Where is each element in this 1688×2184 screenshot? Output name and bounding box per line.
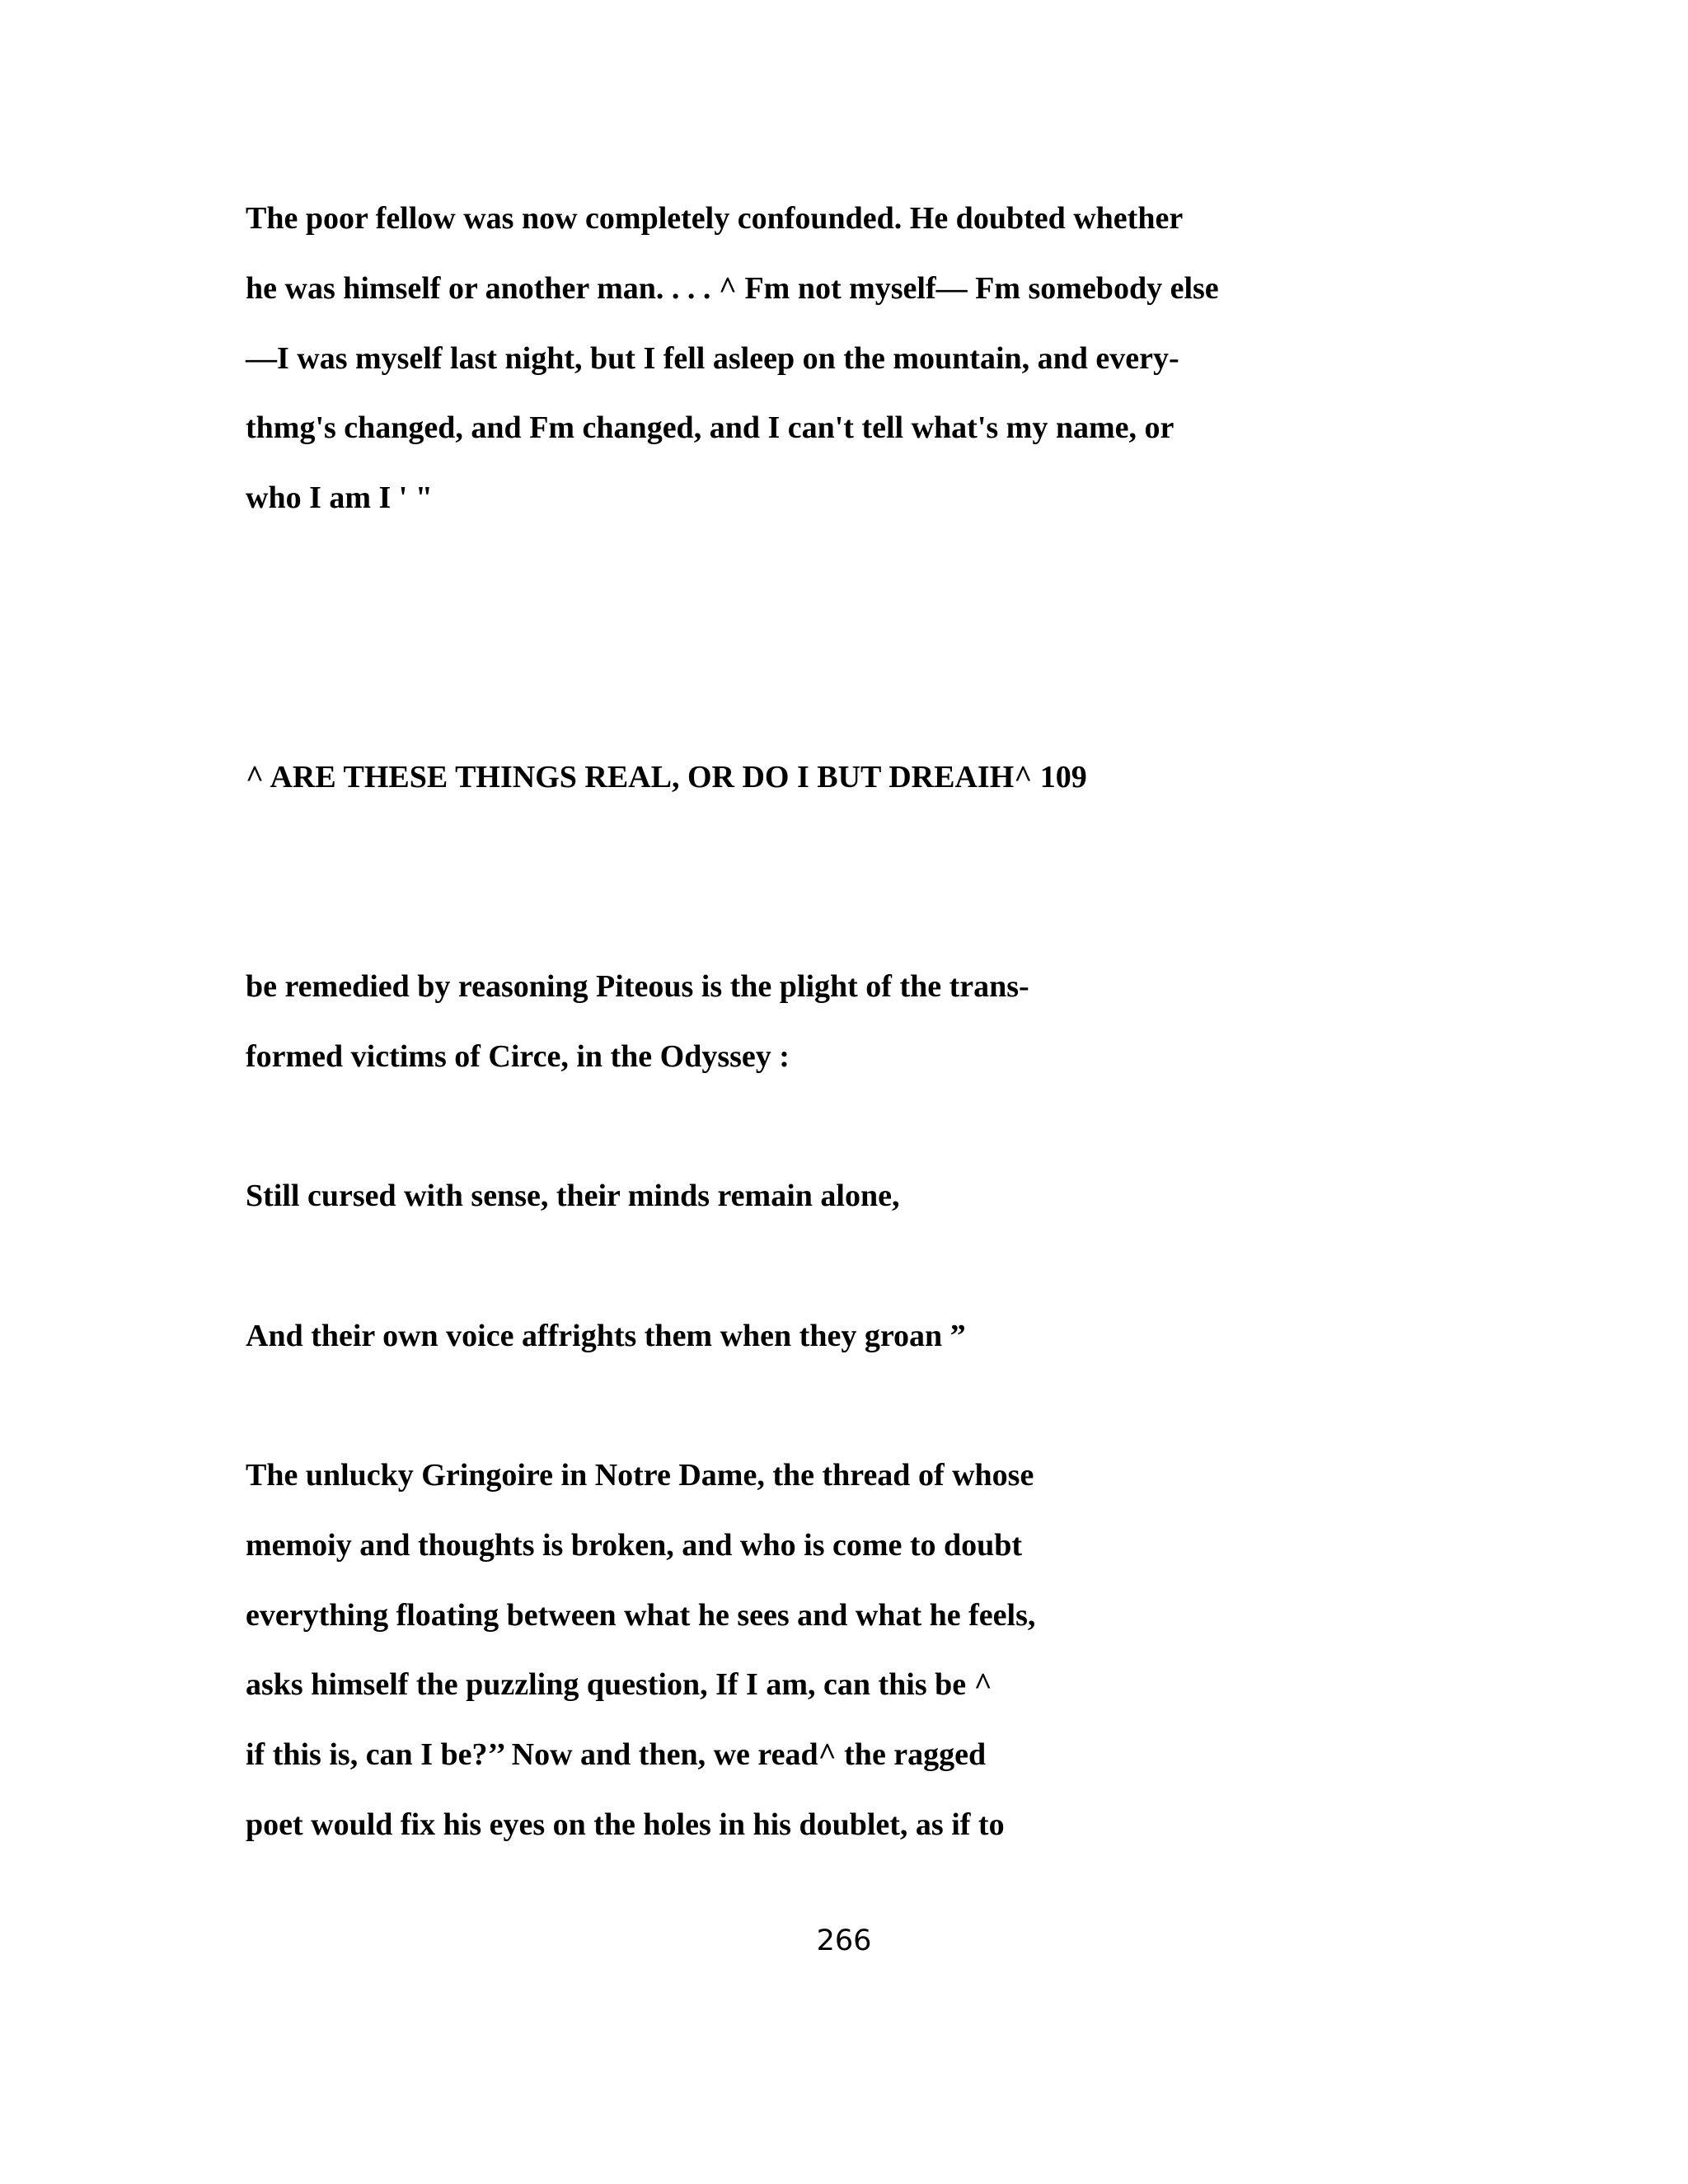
paragraph-3-line-5: if this is, can I be?’’ Now and then, we read^ the ragged (246, 1737, 987, 1772)
running-head: ^ ARE THESE THINGS REAL, OR DO I BUT DREAIH^ 109 (246, 760, 1087, 794)
paragraph-3-line-4: asks himself the puzzling question, If I am, can this be ^ (246, 1667, 992, 1702)
paragraph-1-line-3: —I was myself last night, but I fell asleep on the mountain, and every- (246, 341, 1179, 376)
paragraph-3-line-3: everything floating between what he sees and what he feels, (246, 1598, 1036, 1633)
verse-line-1: Still cursed with sense, their minds remain alone, (246, 1179, 900, 1213)
paragraph-1-line-5: who I am I ' " (246, 480, 433, 515)
paragraph-2-line-2: formed victims of Circe, in the Odyssey : (246, 1039, 790, 1074)
paragraph-1-line-1: The poor fellow was now completely confounded. He doubted whether (246, 201, 1184, 236)
paragraph-1-line-2: he was himself or another man. . . . ^ Fm not myself— Fm somebody else (246, 271, 1219, 306)
paragraph-1-line-4: thmg's changed, and Fm changed, and I can't tell what's my name, or (246, 410, 1175, 445)
verse-line-2: And their own voice affrights them when they groan ” (246, 1319, 966, 1353)
paragraph-3-line-1: The unlucky Gringoire in Notre Dame, the thread of whose (246, 1458, 1034, 1493)
page-number: 266 (816, 1924, 872, 1957)
paragraph-2-line-1: be remedied by reasoning Piteous is the plight of the trans- (246, 969, 1029, 1004)
paragraph-3-line-2: memoiy and thoughts is broken, and who is come to doubt (246, 1528, 1023, 1563)
paragraph-3-line-6: poet would fix his eyes on the holes in his doublet, as if to (246, 1807, 1005, 1842)
